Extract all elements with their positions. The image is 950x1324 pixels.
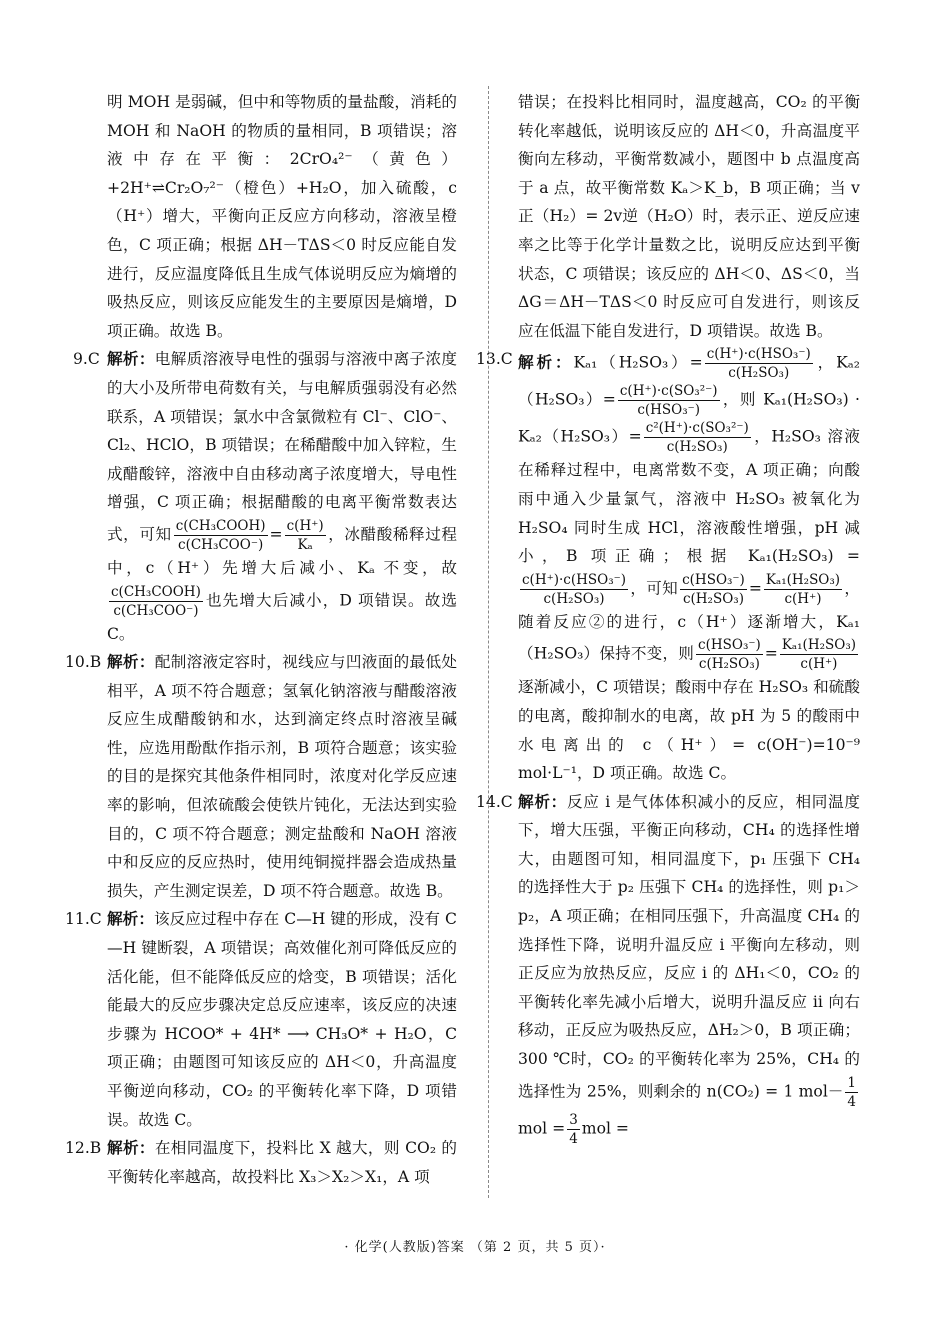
- analysis-label: 解析：: [518, 352, 574, 372]
- fraction: [845, 1074, 858, 1111]
- numerator: c(H⁺): [286, 517, 324, 534]
- equals-sign: =: [748, 579, 762, 598]
- fraction: [567, 1111, 580, 1148]
- equals-sign: =: [269, 525, 283, 544]
- answer-text: ，则 Kₐ₁(H₂SO₃) · Kₐ₂（H₂SO₃）=: [518, 390, 860, 446]
- answer-9: [73, 345, 457, 648]
- numerator: c(H⁺)·c(HSO₃⁻): [522, 571, 627, 588]
- denominator: c(CH₃COO⁻): [178, 536, 264, 553]
- answer-text: 电解质溶液导电性的强弱与溶液中离子浓度的大小及所带电荷数有关，与电解质强弱没有必然联系，A 项错误；氯水中含氯微粒有 Cl⁻、ClO⁻、Cl₂、HClO，B 项错误；在稀醋酸中加入锌粒，生成醋酸锌，溶液中自由移动离子浓度增大，导电性增强，C 项正确；根据醋酸的电离平衡常数表达式，可知: [107, 350, 457, 544]
- fraction: [618, 382, 720, 419]
- denominator: c(H₂SO₃): [698, 656, 760, 673]
- fraction: [285, 517, 326, 554]
- fraction: [705, 345, 813, 382]
- answer-text: 配制溶液定容时，视线应与凹液面的最低处相平，A 项不符合题意；氢氧化钠溶液与醋酸溶液反应生成醋酸钠和水，达到滴定终点时溶液呈碱性，应选用酚酞作指示剂，B 项符合题意；该实验的目的是探究其他条件相同时，浓度对化学反应速率的影响，但浓硫酸会使铁片钝化，无法达到实验目的，C 项不符合题意；测定盐酸和 NaOH 溶液中和反应的反应热时，使用纯铜搅拌器会造成热量损失，产生测定误差，D 项不符合题意。故选 B。: [107, 653, 457, 900]
- answer-number: 9.C: [73, 350, 100, 369]
- answer-text: 也先增大后减小，D 项错误。故选 C。: [107, 591, 457, 643]
- column-divider: [488, 86, 489, 1198]
- denominator: 4: [847, 1093, 856, 1110]
- left-column: [65, 88, 457, 1191]
- answer-text: ，冰醋酸稀释过程中，c（H⁺）先增大后减小、Kₐ 不变，故: [107, 525, 457, 577]
- fraction: [520, 571, 628, 608]
- fraction: [764, 571, 842, 608]
- answer-14: [476, 788, 860, 1148]
- fraction: [680, 571, 747, 608]
- answer-12-continued: 错误；在投料比相同时，温度越高，CO₂ 的平衡转化率越低，说明该反应的 ΔH＜0，升高温度平衡向左移动，平衡常数减小，题图中 b 点温度高于 a 点，故平衡常数 Kₐ＞K_b，B 项正确；当 v正（H₂）= 2v逆（H₂O）时，表示正、逆反应速率之比等于化学计量数之比，说明反应达到平衡状态，C 项错误；该反应的 ΔH＜0、ΔS＜0，当 ΔG＝ΔH－TΔS＜0 时反应可自发进行，则该反应在低温下能自发进行，D 项错误。故选 B。: [518, 93, 860, 340]
- analysis-label: 解析：: [107, 1138, 155, 1158]
- answer-number: 13.C: [476, 350, 513, 369]
- right-column: [476, 88, 860, 1148]
- numerator: c(HSO₃⁻): [698, 637, 761, 654]
- answer-text: 在相同温度下，投料比 X 越大，则 CO₂ 的平衡转化率越高，故投料比 X₃＞X₂＞X₁，A 项: [107, 1139, 457, 1186]
- fraction: [644, 419, 751, 456]
- denominator: c(H₂SO₃): [543, 590, 605, 607]
- answer-text: ，Kₐ₂（H₂SO₃）=: [518, 353, 860, 409]
- answer-8-continued: 明 MOH 是弱碱，但中和等物质的量盐酸，消耗的 MOH 和 NaOH 的物质的量相同，B 项错误；溶液中存在平衡：2CrO₄²⁻（黄色）+2H⁺⇌Cr₂O₇²⁻（橙色）+H₂O，加入硫酸，c（H⁺）增大，平衡向正反应方向移动，溶液呈橙色，C 项正确；根据 ΔH－TΔS＜0 时反应能自发进行，反应温度降低且生成气体说明反应为熵增的吸热反应，则该反应能发生的主要原因是熵增，D 项正确。故选 B。: [107, 93, 457, 340]
- denominator: c(HSO₃⁻): [637, 402, 701, 419]
- fraction: [174, 517, 268, 554]
- answer-11: [65, 905, 457, 1134]
- numerator: c(CH₃COOH): [175, 517, 266, 534]
- answer-13: [476, 345, 860, 787]
- answer-text: Kₐ₁（H₂SO₃）=: [573, 353, 703, 372]
- answer-text: ，随着反应②的进行，c（H⁺）逐渐增大，Kₐ₁（H₂SO₃）保持不变，则: [518, 579, 860, 663]
- answer-12: [65, 1134, 457, 1191]
- answer-number: 12.B: [65, 1139, 102, 1158]
- numerator: Kₐ₁(H₂SO₃): [765, 571, 841, 588]
- answer-text: 逐渐减小，C 项错误；酸雨中存在 H₂SO₃ 和硫酸的电离，酸抑制水的电离，故 pH 为 5 的酸雨中水电离出的 c（H⁺）= c(OH⁻)=10⁻⁹ mol·L⁻¹，D 项正确。故选 C。: [518, 678, 860, 783]
- fraction: [109, 583, 203, 620]
- numerator: c(HSO₃⁻): [682, 571, 745, 588]
- fraction: [780, 636, 858, 673]
- answer-text: mol =: [581, 1119, 629, 1138]
- analysis-label: 解析：: [107, 909, 154, 929]
- denominator: c(H₂SO₃): [728, 365, 790, 382]
- denominator: c(H⁺): [784, 590, 822, 607]
- fraction: [696, 636, 763, 673]
- numerator: 1: [847, 1074, 856, 1091]
- denominator: c(H⁺): [800, 656, 838, 673]
- answer-10: [65, 648, 457, 905]
- denominator: 4: [569, 1130, 578, 1147]
- numerator: c²(H⁺)·c(SO₃²⁻): [645, 420, 749, 437]
- numerator: c(H⁺)·c(SO₃²⁻): [619, 383, 718, 400]
- analysis-label: 解析：: [107, 349, 155, 369]
- answer-text: ，可知: [630, 579, 679, 598]
- answer-text: 反应 i 是气体体积减小的反应，相同温度下，增大压强，平衡正向移动，CH₄ 的选择性增大，由题图可知，相同温度下，p₁ 压强下 CH₄ 的选择性大于 p₂ 压强下 CH₄ 的选择性，则 p₁＞p₂，A 项正确；在相同压强下，升高温度 CH₄ 的选择性下降，说明升温反应 i 平衡向左移动，则正反应为放热反应，反应 i 的 ΔH₁＜0，CO₂ 的平衡转化率先减小后增大，说明升温反应 ii 向右移动，正反应为吸热反应，ΔH₂＞0，B 项正确；300 ℃时，CO₂ 的平衡转化率为 25%，CH₄ 的选择性为 25%，则剩余的 n(CO₂) = 1 mol－: [518, 792, 860, 1101]
- page-footer: · 化学(人教版)答案 （第 2 页，共 5 页）·: [344, 1240, 606, 1255]
- analysis-label: 解析：: [518, 791, 567, 811]
- denominator: Kₐ: [297, 536, 313, 553]
- denominator: c(H₂SO₃): [682, 590, 744, 607]
- answer-text: mol =: [518, 1119, 566, 1138]
- numerator: 3: [569, 1111, 578, 1128]
- denominator: c(CH₃COO⁻): [113, 602, 199, 619]
- answer-number: 10.B: [65, 653, 102, 672]
- answer-number: 11.C: [65, 910, 102, 929]
- answer-text: ，H₂SO₃ 溶液在稀释过程中，电离常数不变，A 项正确；向酸雨中通入少量氯气，溶液中 H₂SO₃ 被氧化为 H₂SO₄ 同时生成 HCl，溶液酸性增强，pH 减小，B 项正确；根据 Kₐ₁(H₂SO₃) =: [518, 427, 860, 566]
- answer-number: 14.C: [476, 792, 513, 811]
- answer-text: 该反应过程中存在 C—H 键的形成，没有 C—H 键断裂，A 项错误；高效催化剂可降低反应的活化能，但不能降低反应的焓变，B 项错误；活化能最大的反应步骤决定总反应速率，该反应的决速步骤为 HCOO* + 4H* ⟶ CH₃O* + H₂O，C 项正确；由题图可知该反应的 ΔH＜0，升高温度平衡逆向移动，CO₂ 的平衡转化率下降，D 项错误。故选 C。: [107, 910, 457, 1129]
- numerator: c(H⁺)·c(HSO₃⁻): [706, 346, 811, 363]
- analysis-label: 解析：: [107, 652, 155, 672]
- denominator: c(H₂SO₃): [666, 439, 728, 456]
- numerator: Kₐ₁(H₂SO₃): [781, 637, 856, 654]
- equals-sign: =: [764, 644, 778, 663]
- numerator: c(CH₃COOH): [111, 583, 201, 600]
